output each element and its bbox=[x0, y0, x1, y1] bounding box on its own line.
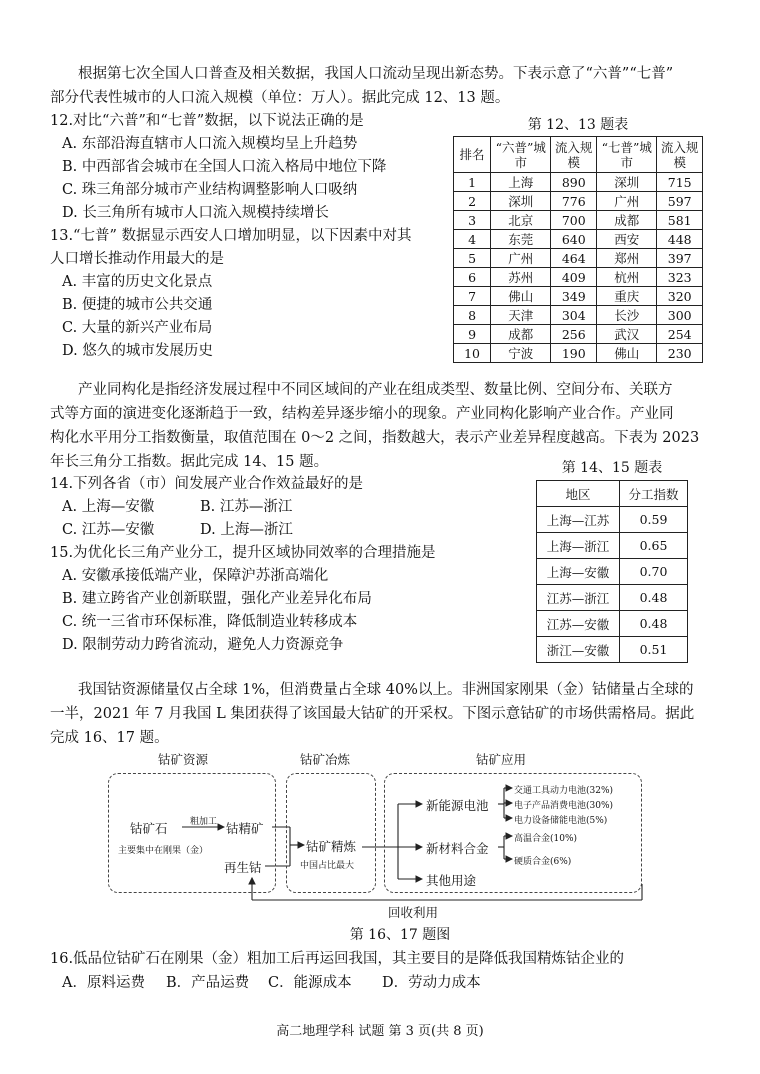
passage3-line3: 完成 16、17 题。 bbox=[50, 730, 169, 746]
table-cell: 0.51 bbox=[620, 637, 688, 663]
table-cell: 深圳 bbox=[491, 192, 551, 211]
table-cell: 320 bbox=[657, 287, 703, 306]
q12-option-d: D. 长三角所有城市人口流入规模持续增长 bbox=[62, 205, 329, 221]
q12-option-c: C. 珠三角部分城市产业结构调整影响人口吸纳 bbox=[62, 182, 358, 198]
q13-option-b: B. 便捷的城市公共交通 bbox=[62, 297, 213, 313]
table-cell: 448 bbox=[657, 230, 703, 249]
table-cell: 佛山 bbox=[597, 344, 657, 363]
table-cell: 776 bbox=[551, 192, 597, 211]
diagram-caption: 第 16、17 题图 bbox=[349, 927, 451, 943]
smelt-box bbox=[286, 773, 376, 893]
q14-option-a: A. 上海—安徽 bbox=[62, 499, 155, 515]
table-cell: 西安 bbox=[597, 230, 657, 249]
q13-option-a: A. 丰富的历史文化景点 bbox=[62, 274, 213, 290]
q14-option-b: B. 江苏—浙江 bbox=[200, 499, 293, 515]
table-cell: 苏州 bbox=[491, 268, 551, 287]
table-row bbox=[454, 344, 703, 363]
table-row bbox=[537, 637, 688, 663]
diagram-battery: 新能源电池 bbox=[426, 798, 489, 813]
diagram-battery-b1: 交通工具动力电池(32%) bbox=[514, 786, 614, 796]
table-row bbox=[454, 249, 703, 268]
q13-stem-line2: 人口增长推动作用最大的是 bbox=[50, 251, 224, 267]
population-table bbox=[453, 136, 703, 363]
table-cell: 东莞 bbox=[491, 230, 551, 249]
table-cell: 256 bbox=[551, 325, 597, 344]
table-cell: 464 bbox=[551, 249, 597, 268]
division-index-table bbox=[536, 480, 688, 663]
diagram-resource-title: 钴矿资源 bbox=[158, 752, 209, 767]
table-cell: 成都 bbox=[491, 325, 551, 344]
table-cell: 浙江—安徽 bbox=[537, 637, 620, 663]
diagram-ore: 钴矿石 bbox=[130, 821, 168, 836]
q16-option-b: B．产品运费 bbox=[166, 975, 250, 991]
table-cell: 北京 bbox=[491, 211, 551, 230]
table-cell: 1 bbox=[454, 173, 491, 192]
q13-option-c: C. 大量的新兴产业布局 bbox=[62, 320, 213, 336]
table-cell: 0.48 bbox=[620, 585, 688, 611]
table1-header-city6: “六普”城市 bbox=[491, 137, 551, 173]
table-row bbox=[454, 306, 703, 325]
diagram-alloy-a2: 硬质合金(6%) bbox=[514, 857, 572, 867]
table-cell: 640 bbox=[551, 230, 597, 249]
table2-header-index: 分工指数 bbox=[620, 481, 688, 507]
table-cell: 江苏—浙江 bbox=[537, 585, 620, 611]
table-row bbox=[454, 211, 703, 230]
passage2-line4: 年长三角分工指数。据此完成 14、15 题。 bbox=[50, 454, 329, 470]
q15-option-c: C. 统一三省市环保标准，降低制造业转移成本 bbox=[62, 614, 358, 630]
table-cell: 190 bbox=[551, 344, 597, 363]
table-cell: 7 bbox=[454, 287, 491, 306]
table-cell: 300 bbox=[657, 306, 703, 325]
diagram-alloy-a1: 高温合金(10%) bbox=[514, 834, 578, 844]
table-cell: 323 bbox=[657, 268, 703, 287]
table-cell: 304 bbox=[551, 306, 597, 325]
diagram-battery-b2: 电子产品消费电池(30%) bbox=[514, 801, 614, 811]
passage3-line2: 一半，2021 年 7 月我国 L 集团获得了该国最大钴矿的开采权。下图示意钴矿的市场供需格局。据此 bbox=[50, 706, 695, 722]
q15-option-b: B. 建立跨省产业创新联盟，强化产业差异化布局 bbox=[62, 591, 372, 607]
table-cell: 佛山 bbox=[491, 287, 551, 306]
table2-caption: 第 14、15 题表 bbox=[561, 460, 663, 476]
passage2-line1: 产业同构化是指经济发展过程中不同区域间的产业在组成类型、数量比例、空间分布、关联方 bbox=[78, 382, 673, 398]
table-cell: 5 bbox=[454, 249, 491, 268]
table-cell: 9 bbox=[454, 325, 491, 344]
table-cell: 上海 bbox=[491, 173, 551, 192]
table-cell: 0.70 bbox=[620, 559, 688, 585]
table-cell: 上海—浙江 bbox=[537, 533, 620, 559]
diagram-battery-b3: 电力设备储能电池(5%) bbox=[514, 816, 608, 826]
diagram-concentrate: 钴精矿 bbox=[226, 821, 264, 836]
table-cell: 江苏—安徽 bbox=[537, 611, 620, 637]
diagram-refine: 钴矿精炼 bbox=[306, 839, 357, 854]
table-cell: 6 bbox=[454, 268, 491, 287]
page-footer: 高二地理学科 试题 第 3 页(共 8 页) bbox=[276, 1024, 484, 1039]
table-cell: 宁波 bbox=[491, 344, 551, 363]
table-row bbox=[537, 585, 688, 611]
table-row bbox=[454, 287, 703, 306]
q12-option-a: A. 东部沿海直辖市人口流入规模均呈上升趋势 bbox=[62, 136, 358, 152]
passage1-line2: 部分代表性城市的人口流入规模（单位：万人）。据此完成 12、13 题。 bbox=[50, 90, 510, 106]
table-cell: 重庆 bbox=[597, 287, 657, 306]
table-cell: 广州 bbox=[597, 192, 657, 211]
table-cell: 上海—安徽 bbox=[537, 559, 620, 585]
table-cell: 杭州 bbox=[597, 268, 657, 287]
table-cell: 0.48 bbox=[620, 611, 688, 637]
table-row bbox=[537, 533, 688, 559]
q14-option-c: C. 江苏—安徽 bbox=[62, 522, 155, 538]
table-cell: 230 bbox=[657, 344, 703, 363]
table-cell: 武汉 bbox=[597, 325, 657, 344]
passage2-line3: 构化水平用分工指数衡量，取值范围在 0～2 之间，指数越大，表示产业差异程度越高。下表为 2023 bbox=[50, 430, 700, 446]
table-cell: 长沙 bbox=[597, 306, 657, 325]
table-row bbox=[454, 192, 703, 211]
cobalt-market-diagram bbox=[100, 750, 660, 920]
table1-header-rank: 排名 bbox=[454, 137, 491, 173]
table2-header-region: 地区 bbox=[537, 481, 620, 507]
table-cell: 397 bbox=[657, 249, 703, 268]
table-cell: 上海—江苏 bbox=[537, 507, 620, 533]
table-cell: 409 bbox=[551, 268, 597, 287]
diagram-recycled: 再生钴 bbox=[224, 860, 262, 875]
q13-option-d: D. 悠久的城市发展历史 bbox=[62, 343, 213, 359]
passage1-line1: 根据第七次全国人口普查及相关数据，我国人口流动呈现出新态势。下表示意了“六普”“七普” bbox=[78, 66, 674, 82]
q12-option-b: B. 中西部省会城市在全国人口流入格局中地位下降 bbox=[62, 159, 387, 175]
table-cell: 0.59 bbox=[620, 507, 688, 533]
table-cell: 581 bbox=[657, 211, 703, 230]
q16-option-c: C．能源成本 bbox=[268, 975, 352, 991]
passage3-line1: 我国钴资源储量仅占全球 1%，但消费量占全球 40%以上。非洲国家刚果（金）钴储量占全球的 bbox=[78, 682, 694, 698]
table-cell: 2 bbox=[454, 192, 491, 211]
diagram-recycle: 回收利用 bbox=[388, 905, 439, 920]
passage2-line2: 式等方面的演进变化逐渐趋于一致，结构差异逐步缩小的现象。产业同构化影响产业合作。产业同 bbox=[50, 406, 674, 422]
table-row bbox=[537, 559, 688, 585]
q16-option-a: A．原料运费 bbox=[62, 975, 145, 991]
q15-option-a: A. 安徽承接低端产业，保障沪苏浙高端化 bbox=[62, 568, 329, 584]
table-row bbox=[454, 268, 703, 287]
q14-stem: 14.下列各省（市）间发展产业合作效益最好的是 bbox=[50, 476, 364, 492]
table-cell: 349 bbox=[551, 287, 597, 306]
table-cell: 3 bbox=[454, 211, 491, 230]
table-cell: 597 bbox=[657, 192, 703, 211]
table-row bbox=[454, 173, 703, 192]
table1-header-city7: “七普”城市 bbox=[597, 137, 657, 173]
diagram-ore-note: 主要集中在刚果（金） bbox=[118, 846, 209, 856]
table-row bbox=[537, 611, 688, 637]
table-cell: 715 bbox=[657, 173, 703, 192]
q13-stem-line1: 13.“七普” 数据显示西安人口增加明显，以下因素中对其 bbox=[50, 228, 412, 244]
table-cell: 深圳 bbox=[597, 173, 657, 192]
table-cell: 8 bbox=[454, 306, 491, 325]
diagram-app-title: 钴矿应用 bbox=[476, 752, 527, 767]
table-row bbox=[537, 507, 688, 533]
diagram-refine-note: 中国占比最大 bbox=[300, 861, 355, 871]
diagram-smelt-title: 钴矿冶炼 bbox=[300, 752, 351, 767]
table-row bbox=[454, 230, 703, 249]
table-cell: 10 bbox=[454, 344, 491, 363]
table-cell: 890 bbox=[551, 173, 597, 192]
table1-caption: 第 12、13 题表 bbox=[527, 117, 629, 133]
table1-header-scale7: 流入规模 bbox=[657, 137, 703, 173]
table-cell: 广州 bbox=[491, 249, 551, 268]
q12-stem: 12.对比“六普”和“七普”数据，以下说法正确的是 bbox=[50, 113, 364, 129]
table-cell: 700 bbox=[551, 211, 597, 230]
q14-option-d: D. 上海—浙江 bbox=[200, 522, 293, 538]
table-cell: 天津 bbox=[491, 306, 551, 325]
q16-option-d: D．劳动力成本 bbox=[382, 975, 481, 991]
q15-stem: 15.为优化长三角产业分工，提升区域协同效率的合理措施是 bbox=[50, 545, 436, 561]
table-cell: 254 bbox=[657, 325, 703, 344]
table-cell: 成都 bbox=[597, 211, 657, 230]
diagram-rough-processing: 粗加工 bbox=[190, 817, 218, 827]
table-cell: 0.65 bbox=[620, 533, 688, 559]
q16-stem: 16.低品位钴矿石在刚果（金）粗加工后再运回我国，其主要目的是降低我国精炼钴企业的 bbox=[50, 951, 625, 967]
diagram-alloy: 新材料合金 bbox=[426, 841, 489, 856]
table-cell: 4 bbox=[454, 230, 491, 249]
q15-option-d: D. 限制劳动力跨省流动，避免人力资源竞争 bbox=[62, 637, 344, 653]
table1-header-scale6: 流入规模 bbox=[551, 137, 597, 173]
table-cell: 郑州 bbox=[597, 249, 657, 268]
diagram-other: 其他用途 bbox=[426, 873, 477, 888]
table-row bbox=[454, 325, 703, 344]
